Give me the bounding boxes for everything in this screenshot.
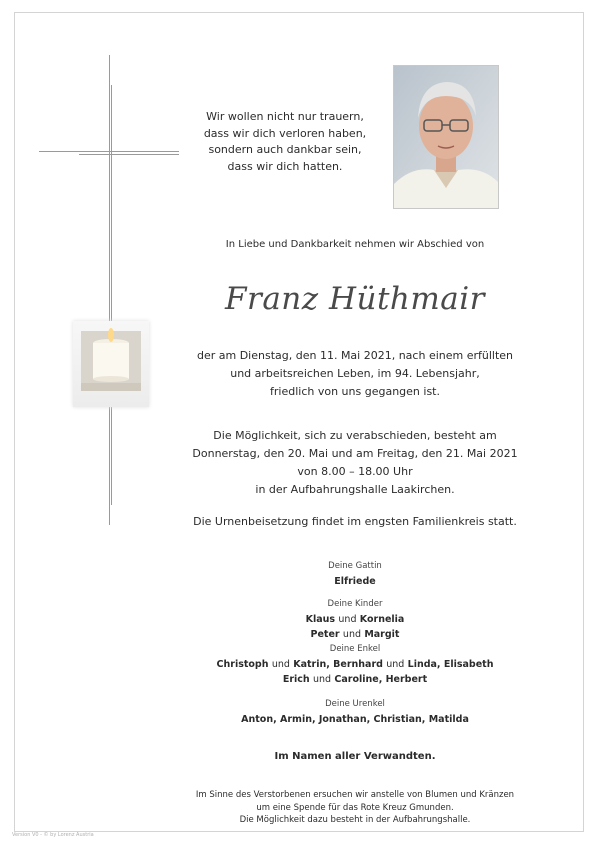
candle-icon xyxy=(73,321,149,407)
family-grandchildren xyxy=(165,642,545,687)
text-line: Die Möglichkeit, sich zu verabschieden, besteht am xyxy=(213,429,497,442)
death-notice xyxy=(165,347,545,401)
farewell-info xyxy=(165,427,545,499)
family-spouse xyxy=(165,559,545,589)
spouse-name: Elfriede xyxy=(334,576,376,587)
quote-line: dass wir dich hatten. xyxy=(227,159,343,173)
donation-note xyxy=(165,789,545,827)
quote-line: sondern auch dankbar sein, xyxy=(208,143,362,156)
cross-bar xyxy=(39,149,179,157)
quote-line: dass wir dich verloren haben, xyxy=(203,126,367,140)
grandchildren-label: Deine Enkel xyxy=(329,644,381,654)
text-line: friedlich von uns gegangen ist. xyxy=(270,385,440,398)
obituary-card xyxy=(14,12,584,832)
burial-info: Die Urnenbeisetzung findet im engsten Familienkreis statt. xyxy=(193,515,517,528)
memorial-quote xyxy=(195,109,375,175)
great-grandchildren-names: Anton, Armin, Jonathan, Christian, Matilda xyxy=(241,714,469,725)
portrait-photo xyxy=(393,65,499,209)
text-line: von 8.00 – 18.00 Uhr xyxy=(297,465,413,478)
quote-line: Wir wollen nicht nur trauern, xyxy=(206,110,364,123)
children-line: Peter und Margit xyxy=(310,629,400,640)
text-line: Im Sinne des Verstorbenen ersuchen wir anstelle von Blumen und Kränzen xyxy=(195,790,515,800)
children-label: Deine Kinder xyxy=(327,599,383,609)
text-line: und arbeitsreichen Leben, im 94. Lebensjahr, xyxy=(230,367,480,380)
great-grandchildren-label: Deine Urenkel xyxy=(325,699,385,709)
family-children xyxy=(165,597,545,642)
print-credit: Version V0 - © by Lorenz Austria xyxy=(12,832,94,838)
intro-text: In Liebe und Dankbarkeit nehmen wir Abschied von xyxy=(225,239,485,250)
text-line: Die Möglichkeit dazu besteht in der Aufbahrungshalle. xyxy=(239,815,471,825)
text-line: Donnerstag, den 20. Mai und am Freitag, den 21. Mai 2021 xyxy=(192,447,518,460)
grandchildren-line: Erich und Caroline, Herbert xyxy=(282,674,428,685)
grandchildren-line: Christoph und Katrin, Bernhard und Linda, Elisabeth xyxy=(216,659,494,670)
text-line: um eine Spende für das Rote Kreuz Gmunden. xyxy=(256,802,454,813)
deceased-name: Franz Hüthmair xyxy=(225,281,485,317)
family-great-grandchildren xyxy=(165,697,545,727)
children-line: Klaus und Kornelia xyxy=(305,614,405,625)
cross-icon xyxy=(109,55,112,525)
text-line: in der Aufbahrungshalle Laakirchen. xyxy=(255,483,455,496)
text-line: der am Dienstag, den 11. Mai 2021, nach einem erfüllten xyxy=(196,349,514,362)
spouse-label: Deine Gattin xyxy=(328,561,382,571)
closing-line: Im Namen aller Verwandten. xyxy=(274,751,436,762)
